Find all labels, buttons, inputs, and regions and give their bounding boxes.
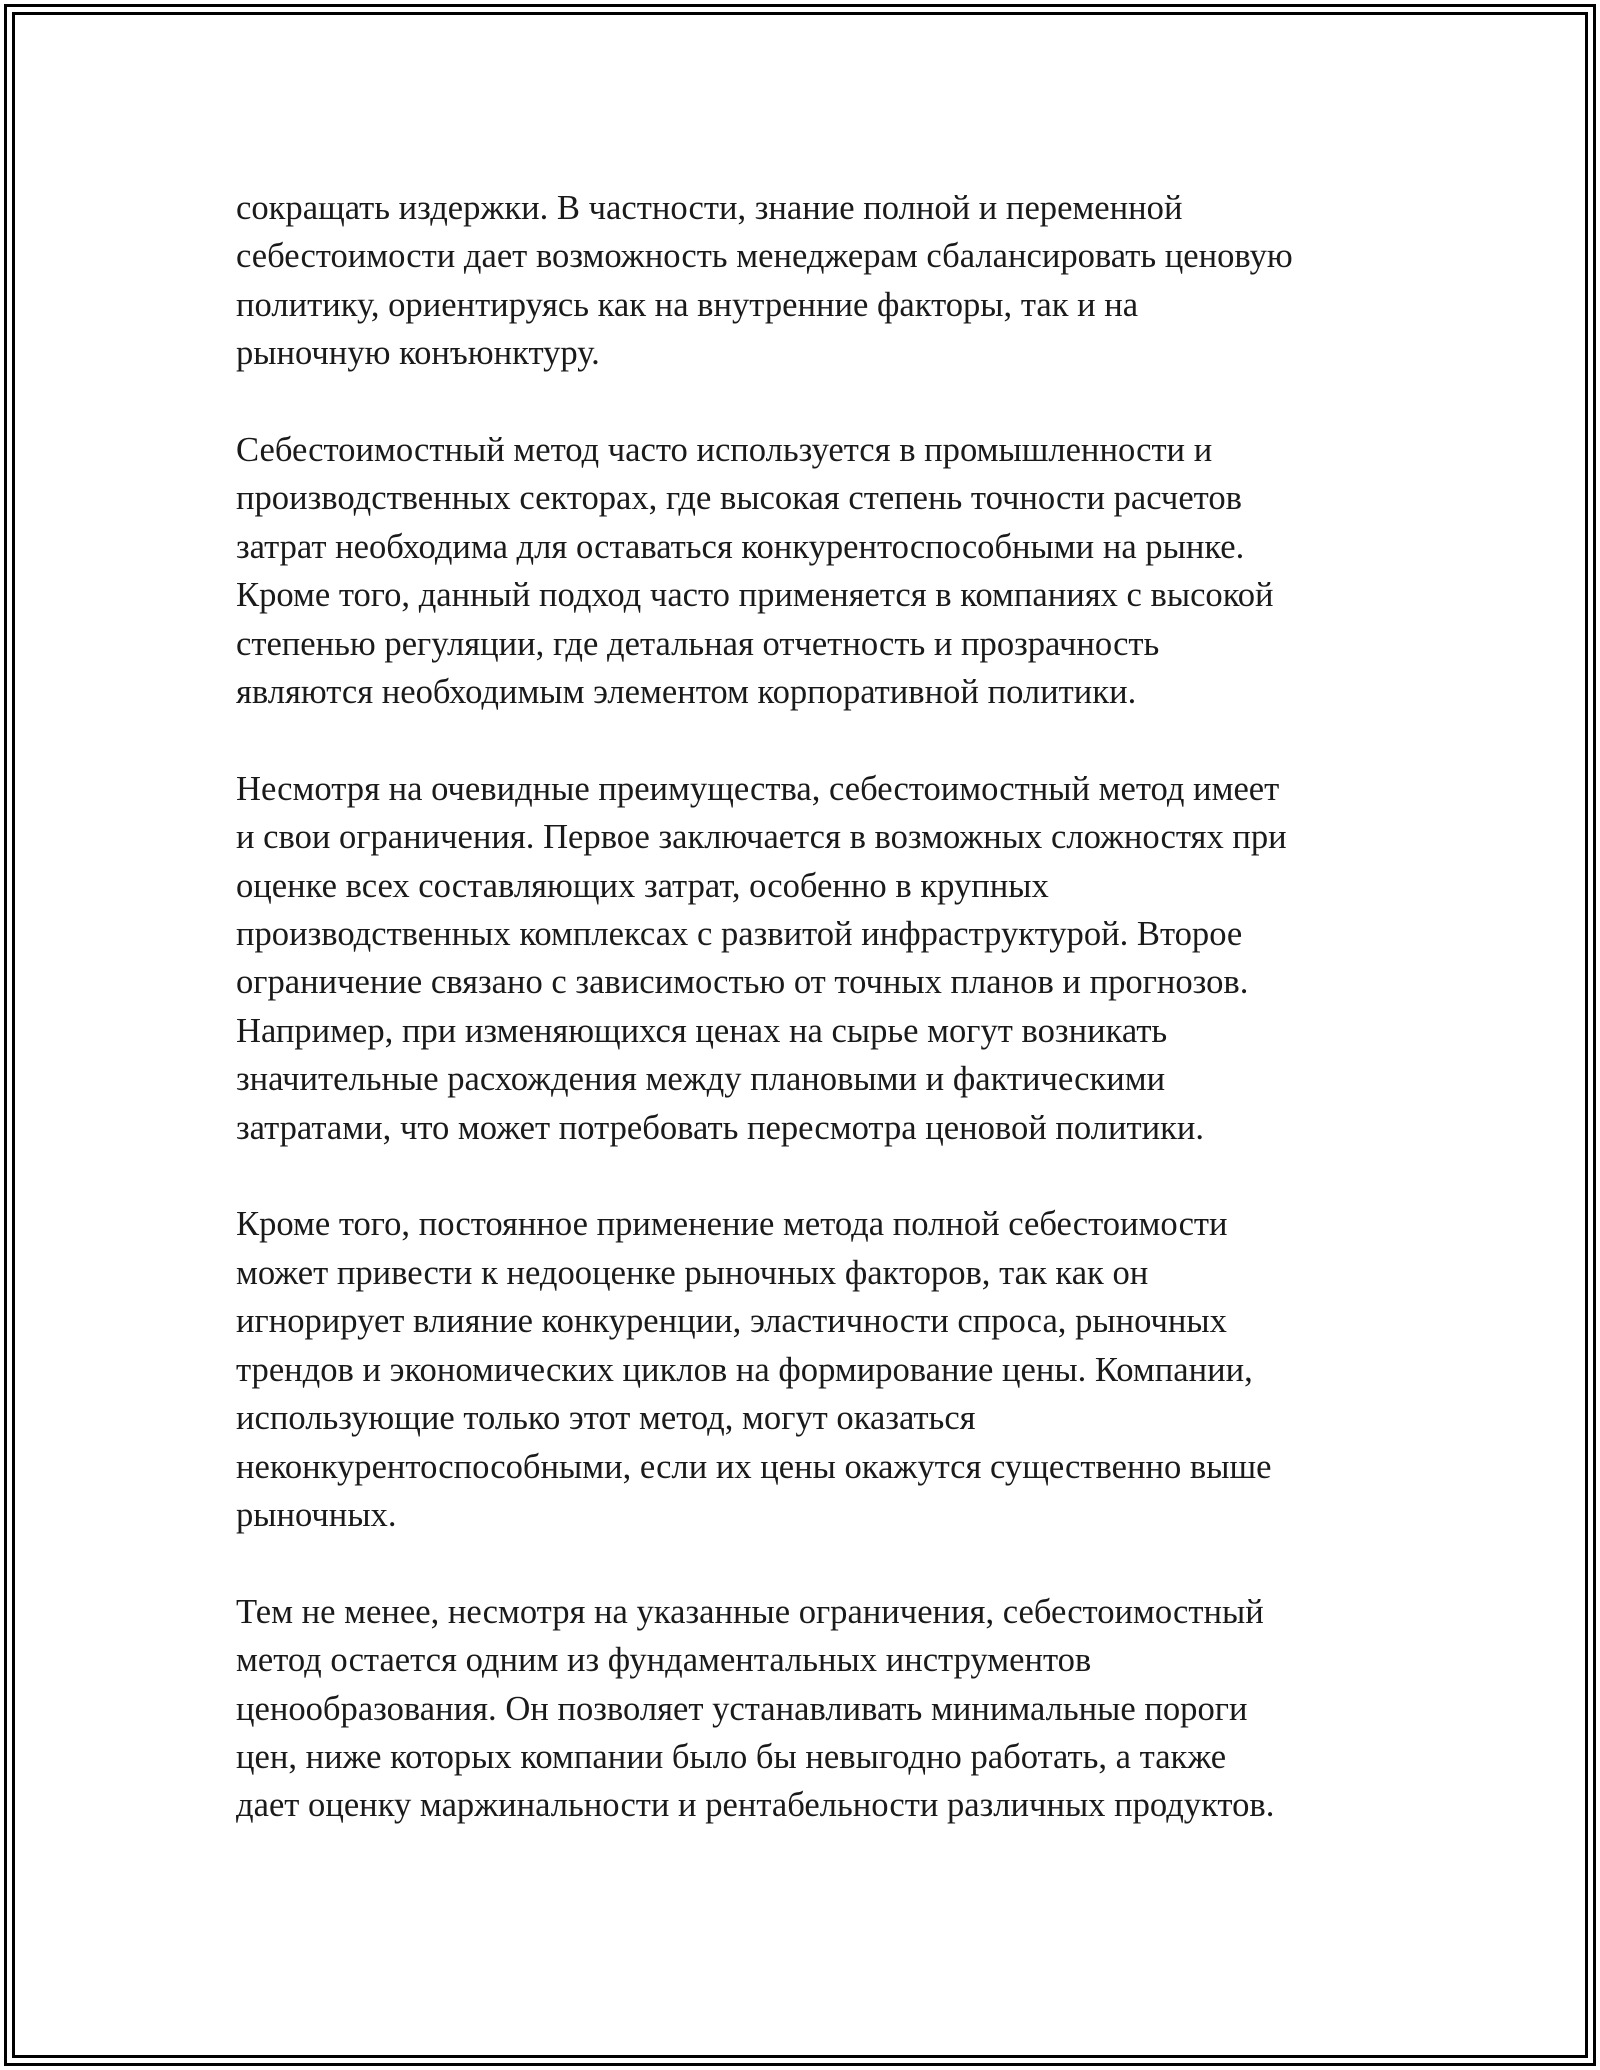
text-line: степенью регуляции, где детальная отчетность и прозрачность [236,624,1160,663]
text-line: сокращать издержки. В частности, знание полной и переменной [236,189,1183,227]
text-line: Тем не менее, несмотря на указанные ограничения, себестоимостный [236,1592,1264,1631]
paragraph-5 [236,1588,1376,1830]
text-line: Например, при изменяющихся ценах на сырье могут возникать [236,1011,1168,1050]
paragraph-1 [236,184,1376,378]
paragraph-2 [236,426,1376,716]
text-line: рыночную конъюнктуру. [236,334,600,373]
text-line: производственных секторах, где высокая степень точности расчетов [236,479,1242,518]
text-line: затратами, что может потребовать пересмотра ценовой политики. [236,1108,1205,1147]
text-line: метод остается одним из фундаментальных инструментов [236,1641,1092,1680]
document-body [236,184,1376,1878]
text-line: Несмотря на очевидные преимущества, себестоимостный метод имеет [236,769,1280,808]
text-line: игнорирует влияние конкуренции, эластичности спроса, рыночных [236,1302,1227,1341]
text-line: Кроме того, данный подход часто применяется в компаниях с высокой [236,576,1274,615]
text-line: затрат необходима для оставаться конкурентоспособными на рынке. [236,527,1245,566]
paragraph-4 [236,1200,1376,1539]
text-line: использующие только этот метод, могут оказаться [236,1399,976,1438]
text-line: неконкурентоспособными, если их цены окажутся существенно выше [236,1447,1272,1486]
text-line: ценообразования. Он позволяет устанавливать минимальные пороги [236,1689,1248,1728]
text-line: производственных комплексах с развитой инфраструктурой. Второе [236,915,1243,954]
text-line: дает оценку маржинальности и рентабельности различных продуктов. [236,1786,1275,1825]
text-line: себестоимости дает возможность менеджерам сбалансировать ценовую [236,237,1293,276]
text-line: политику, ориентируясь как на внутренние факторы, так и на [236,285,1139,324]
text-line: и свои ограничения. Первое заключается в возможных сложностях при [236,818,1287,857]
text-line: может привести к недооценке рыночных факторов, так как он [236,1253,1149,1292]
text-line: ограничение связано с зависимостью от точных планов и прогнозов. [236,963,1249,1002]
text-line: значительные расхождения между плановыми и фактическими [236,1060,1166,1099]
text-line: рыночных. [236,1495,397,1534]
text-line: трендов и экономических циклов на формирование цены. Компании, [236,1350,1253,1389]
text-line: Себестоимостный метод часто используется в промышленности и [236,431,1213,470]
text-line: цен, ниже которых компании было бы невыгодно работать, а также [236,1737,1227,1776]
text-line: оценке всех составляющих затрат, особенно в крупных [236,866,1049,905]
paragraph-3 [236,765,1376,1152]
text-line: Кроме того, постоянное применение метода полной себестоимости [236,1205,1228,1244]
text-line: являются необходимым элементом корпоративной политики. [236,673,1137,712]
